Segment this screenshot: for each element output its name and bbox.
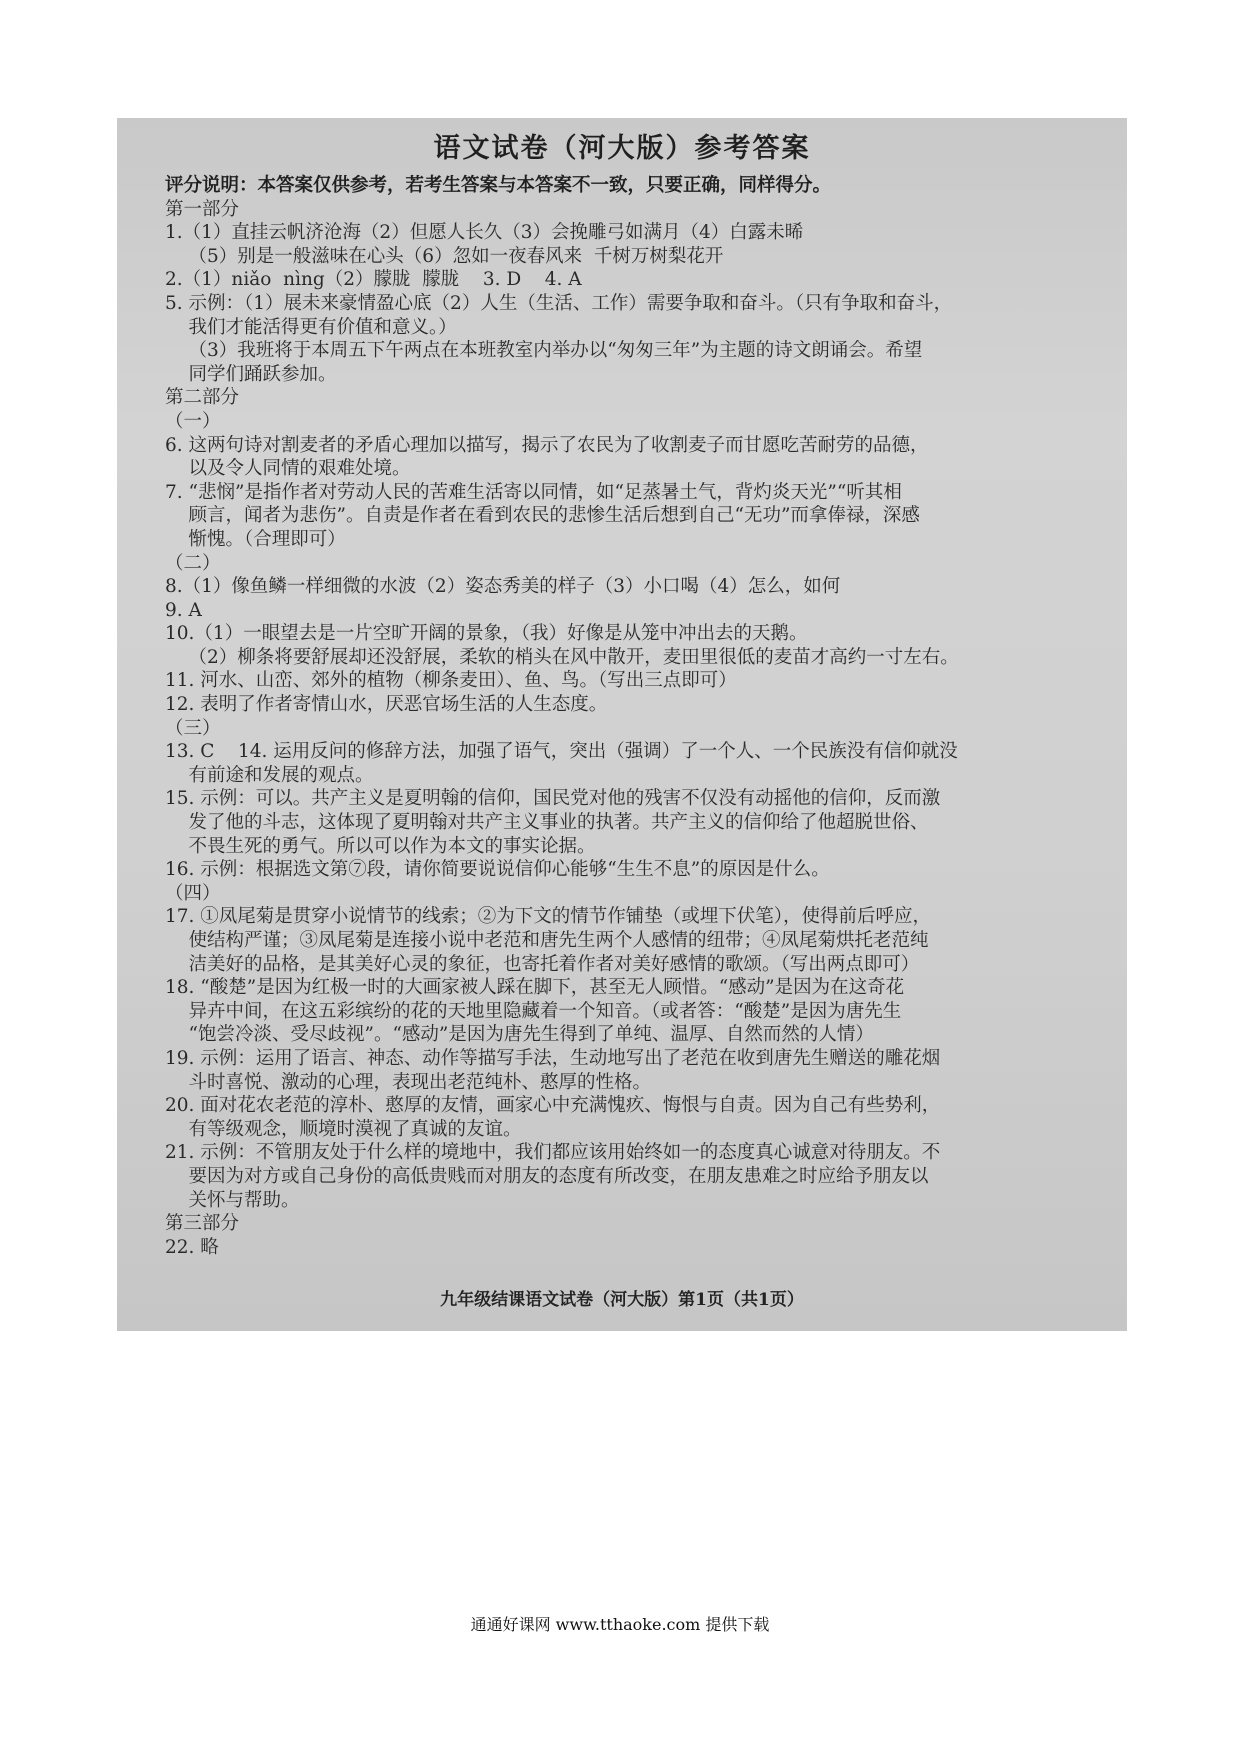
answer-line: 10.（1）一眼望去是一片空旷开阔的景象，（我）好像是从笼中冲出去的天鹅。 [165,623,808,645]
answer-body [165,174,1095,1259]
answer-line: 同学们踊跃参加。 [165,363,337,385]
download-credit: 通通好课网 www.tthaoke.com 提供下载 [470,1615,770,1634]
answer-line: 要因为对方或自己身份的高低贵贱而对朋友的态度有所改变，在朋友患难之时应给予朋友以 [165,1165,929,1187]
answer-line: 17. ①凤尾菊是贯穿小说情节的线索；②为下文的情节作铺垫（或埋下伏笔），使得前后呼应， [165,906,932,928]
answer-line: （3）我班将于本周五下午两点在本班教室内举办以“匆匆三年”为主题的诗文朗诵会。希望 [165,340,923,362]
answer-line: 2.（1）niǎo nìng（2）朦胧 朦胧 3. D 4. A [165,269,582,291]
answer-line: 22. 略 [165,1236,219,1258]
answer-line: 不畏生死的勇气。所以可以作为本文的事实论据。 [165,835,596,857]
answer-line: 关怀与帮助。 [165,1189,300,1211]
answer-line: （二） [165,552,221,574]
answer-line: 20. 面对花农老范的淳朴、憨厚的友情，画家心中充满愧疚、悔恨与自责。因为自己有些势利， [165,1095,941,1117]
answer-line: 顾言，闻者为悲伤”。自责是作者在看到农民的悲惨生活后想到自己“无功”而拿俸禄，深感 [165,505,920,527]
answer-line: 16. 示例：根据选文第⑦段，请你简要说说信仰心能够“生生不息”的原因是什么。 [165,859,830,881]
answer-line: 第一部分 [165,198,240,220]
answer-line: 使结构严谨；③凤尾菊是连接小说中老范和唐先生两个人感情的纽带；④凤尾菊烘托老范纯 [165,930,929,951]
document-title: 语文试卷（河大版）参考答案 [433,133,811,164]
answer-line: 19. 示例：运用了语言、神态、动作等描写手法，生动地写出了老范在收到唐先生赠送的雕花烟 [165,1047,941,1069]
answer-line: 发了他的斗志，这体现了夏明翰对共产主义事业的执著。共产主义的信仰给了他超脱世俗、 [165,812,929,834]
answer-line: （三） [165,717,221,739]
answer-line: 评分说明：本答案仅供参考，若考生答案与本答案不一致，只要正确，同样得分。 [165,175,832,196]
answer-line: 洁美好的品格，是其美好心灵的象征，也寄托着作者对美好感情的歌颂。（写出两点即可） [165,953,920,975]
answer-line: （2）柳条将要舒展却还没舒展，柔软的梢头在风中散开，麦田里很低的麦苗才高约一寸左右。 [165,646,959,668]
answer-line: 7. “悲悯”是指作者对劳动人民的苦难生活寄以同情，如“足蒸暑土气，背灼炎天光”“听其相 [165,481,902,503]
answer-line: 21. 示例：不管朋友处于什么样的境地中，我们都应该用始终如一的态度真心诚意对待朋友。不 [165,1142,941,1164]
answer-line: 8.（1）像鱼鳞一样细微的水波（2）姿态秀美的样子（3）小口喝（4）怎么，如何 [165,576,841,598]
answer-line: 11. 河水、山峦、郊外的植物（柳条麦田）、鱼、鸟。（写出三点即可） [165,670,737,692]
page-footer: 九年级结课语文试卷（河大版）第1页（共1页） [440,1290,804,1310]
answer-line: 第三部分 [165,1213,240,1235]
answer-line: 9. A [165,599,202,621]
answer-line: 我们才能活得更有价值和意义。） [165,316,457,338]
answer-line: 13. C 14. 运用反问的修辞方法，加强了语气，突出（强调）了一个人、一个民族没有信仰就没 [165,741,958,763]
answer-line: 斗时喜悦、激动的心理，表现出老范纯朴、憨厚的性格。 [165,1071,652,1093]
answer-line: （一） [165,410,221,432]
answer-line: 惭愧。（合理即可） [165,528,346,550]
answer-line: 15. 示例：可以。共产主义是夏明翰的信仰，国民党对他的残害不仅没有动摇他的信仰，反而激 [165,788,941,810]
answer-line: 18. “酸楚”是因为红极一时的大画家被人踩在脚下，甚至无人顾惜。“感动”是因为在这奇花 [165,977,905,999]
answer-line: （5）别是一般滋味在心头（6）忽如一夜春风来 千树万树梨花开 [165,245,724,267]
exam-answer-photo [117,118,1127,1331]
answer-line: “饱尝冷淡、受尽歧视”。“感动”是因为唐先生得到了单纯、温厚、自然而然的人情） [165,1024,874,1046]
answer-line: 6. 这两句诗对割麦者的矛盾心理加以描写，揭示了农民为了收割麦子而甘愿吃苦耐劳的品德， [165,434,929,456]
answer-line: 异卉中间，在这五彩缤纷的花的天地里隐藏着一个知音。（或者答：“酸楚”是因为唐先生 [165,1000,902,1022]
answer-line: 有等级观念，顺境时漠视了真诚的友谊。 [165,1118,522,1140]
answer-line: 1.（1）直挂云帆济沧海（2）但愿人长久（3）会挽雕弓如满月（4）白露未晞 [165,222,804,244]
answer-line: 以及令人同情的艰难处境。 [165,458,411,480]
answer-line: 5. 示例：（1）展未来豪情盈心底（2）人生（生活、工作）需要争取和奋斗。（只有争取和奋斗， [165,292,953,314]
answer-line: 有前途和发展的观点。 [165,764,374,786]
answer-line: 12. 表明了作者寄情山水，厌恶官场生活的人生态度。 [165,694,608,716]
answer-line: 第二部分 [165,387,240,409]
answer-line: （四） [165,882,221,904]
